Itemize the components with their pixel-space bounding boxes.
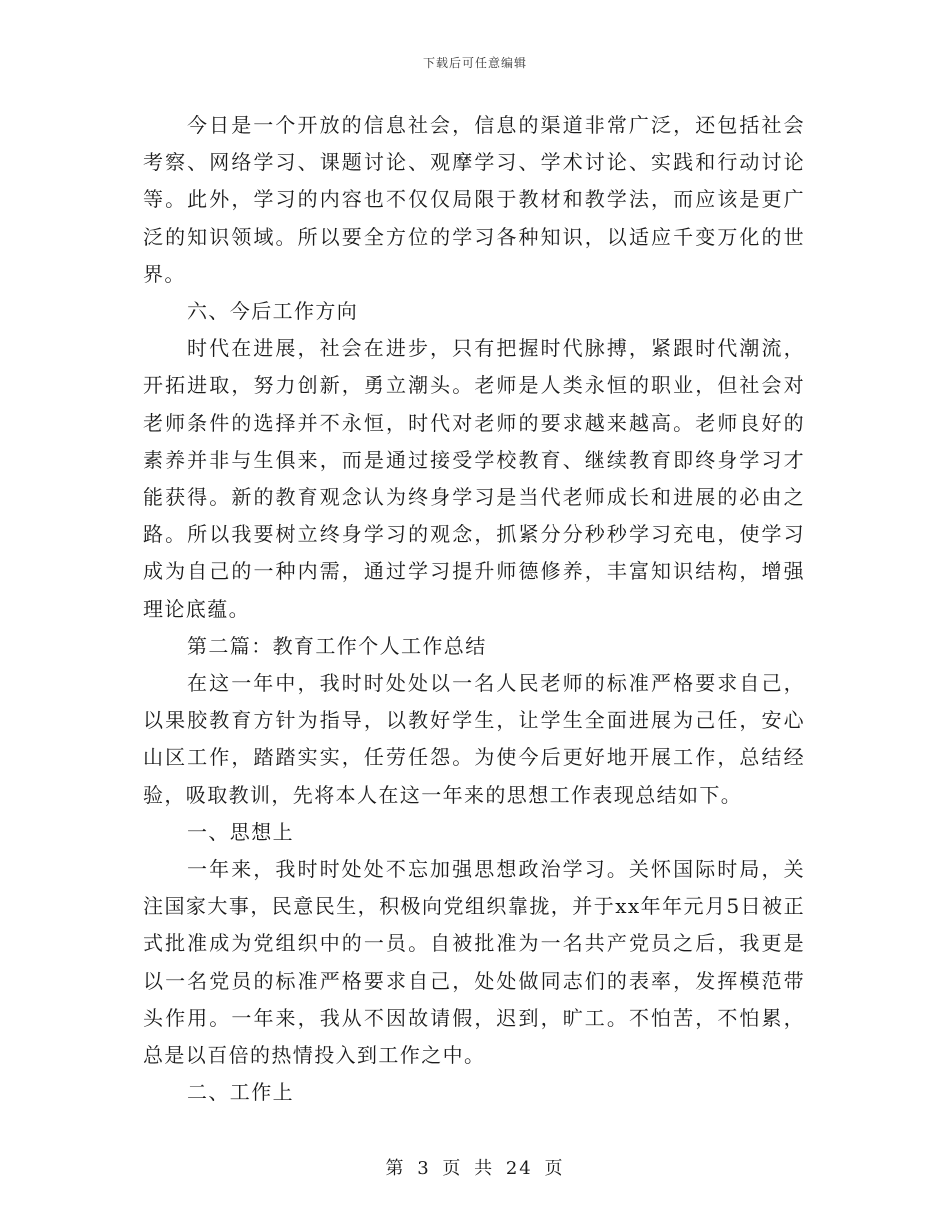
- document-body: [143, 107, 805, 1111]
- section-heading-future-direction: 六、今后工作方向: [187, 299, 359, 324]
- section-heading-work: 二、工作上: [187, 1080, 294, 1105]
- page-number-footer: 第 3 页 共 24 页: [385, 1158, 565, 1179]
- header-note: 下载后可任意编辑: [422, 56, 527, 70]
- paragraph-thought: 一年来，我时时处处不忘加强思想政治学习。关怀国际时局，关注国家大事，民意民生，积极向党组织靠拢，并于xx年年元月5日被正式批准成为党组织中的一员。自被批准为一名共产党员之后，我更是以一名党员的标准严格要求自己，处处做同志们的表率，发挥模范带头作用。一年来，我从不因故请假，迟到，旷工。不怕苦，不怕累，总是以百倍的热情投入到工作之中。: [143, 857, 805, 1068]
- paragraph-year-summary: 在这一年中，我时时处处以一名人民老师的标准严格要求自己，以果胶教育方针为指导，以教好学生，让学生全面进展为己任，安心山区工作，踏踏实实，任劳任怨。为使今后更好地开展工作，总结经验，吸取教训，先将本人在这一年来的思想工作表现总结如下。: [143, 671, 805, 807]
- section-heading-thought: 一、思想上: [187, 819, 294, 844]
- paragraph-future-direction: 时代在进展，社会在进步，只有把握时代脉搏，紧跟时代潮流，开拓进取，努力创新，勇立潮头。老师是人类永恒的职业，但社会对老师条件的选择并不永恒，时代对老师的要求越来越高。老师良好的素养并非与生俱来，而是通过接受学校教育、继续教育即终身学习才能获得。新的教育观念认为终身学习是当代老师成长和进展的必由之路。所以我要树立终身学习的观念，抓紧分分秒秒学习充电，使学习成为自己的一种内需，通过学习提升师德修养，丰富知识结构，增强理论底蕴。: [143, 336, 805, 621]
- paragraph-intro: 今日是一个开放的信息社会，信息的渠道非常广泛，还包括社会考察、网络学习、课题讨论、观摩学习、学术讨论、实践和行动讨论等。此外，学习的内容也不仅仅局限于教材和教学法，而应该是更广泛的知识领域。所以要全方位的学习各种知识，以适应千变万化的世界。: [143, 113, 805, 286]
- chapter-title-part-two: 第二篇：教育工作个人工作总结: [187, 633, 487, 658]
